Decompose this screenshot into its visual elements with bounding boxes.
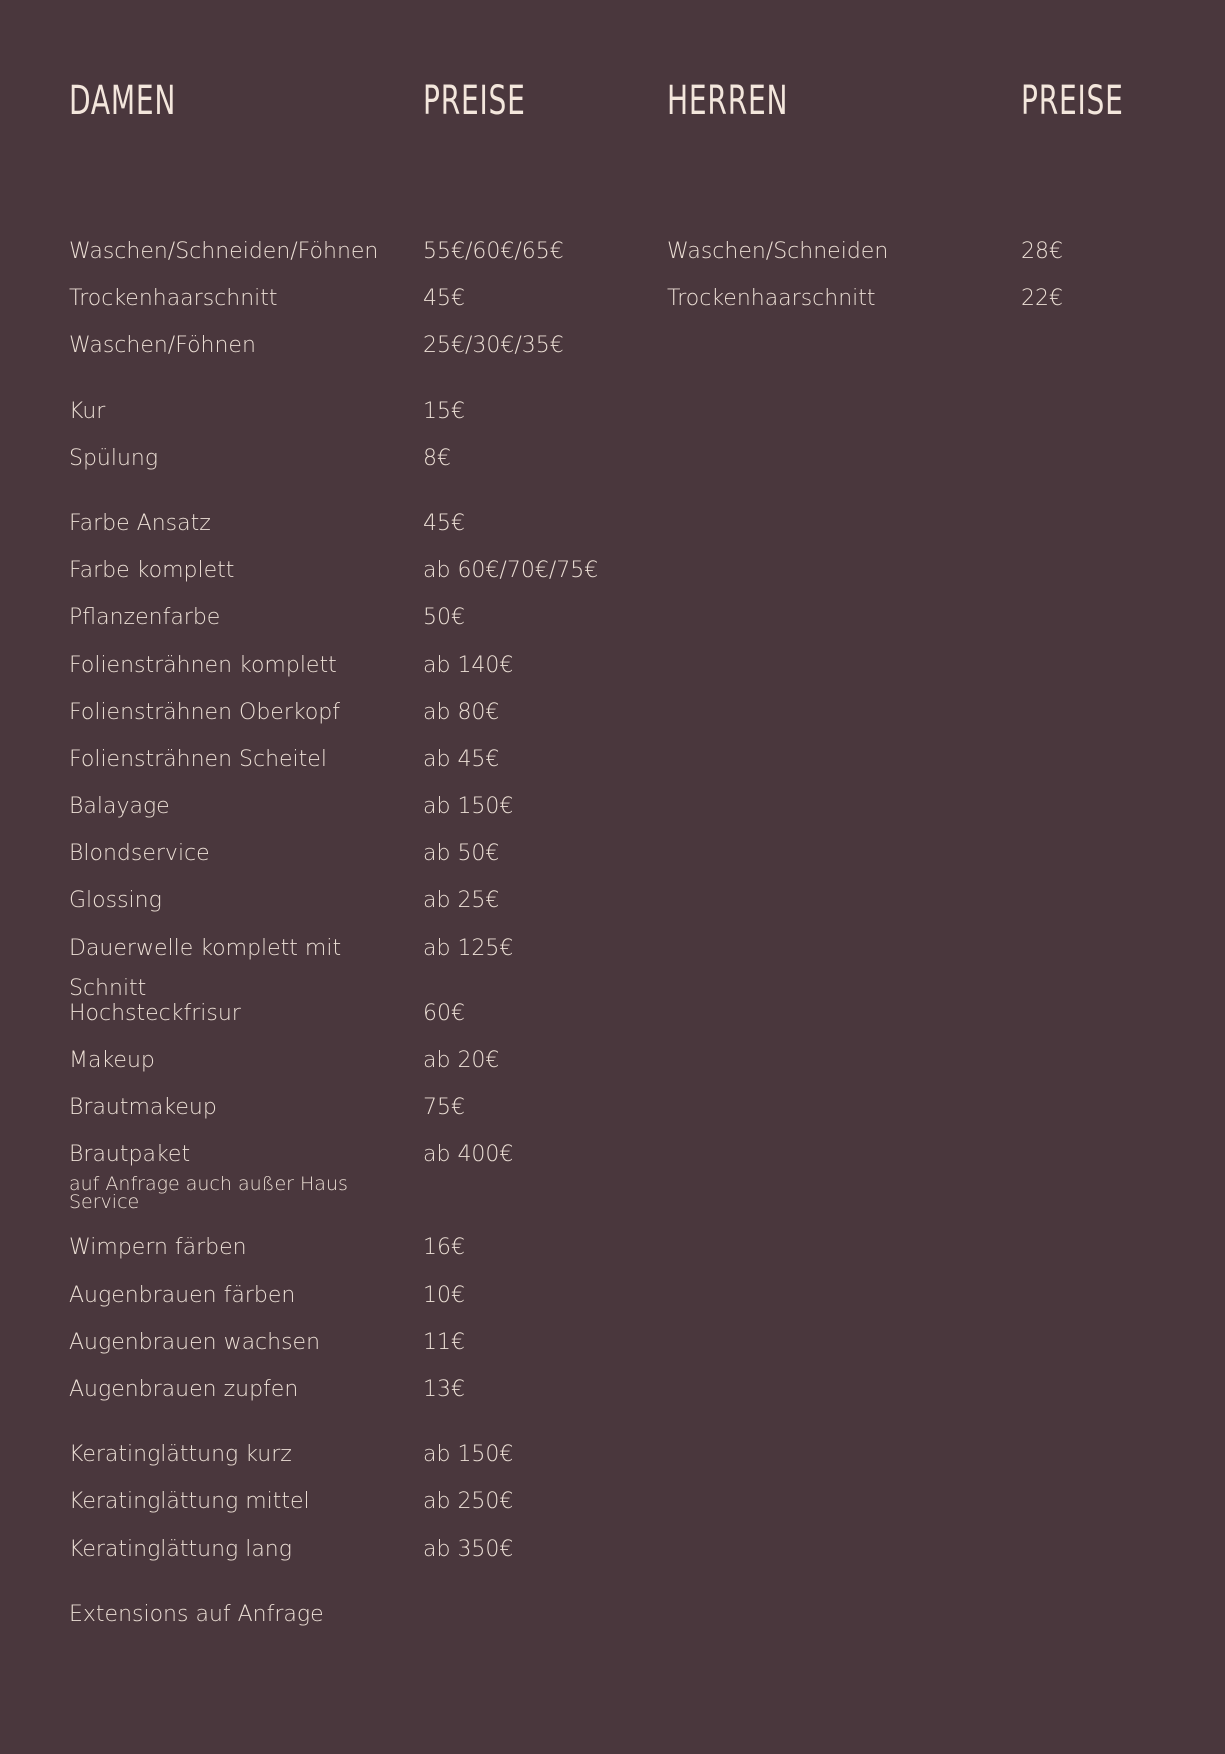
service-label: Keratinglättung mittel [69,1489,310,1515]
service-price: 25€/30€/35€ [423,333,564,359]
price-row [69,929,629,1001]
price-row [69,646,629,693]
service-label: Waschen/Föhnen [69,333,256,359]
service-label: Trockenhaarschnitt [69,286,278,312]
price-row [69,1530,629,1577]
service-label: Wimpern färben [69,1235,247,1261]
service-label: Keratinglättung kurz [69,1442,292,1468]
service-label: Dauerwelle komplett mit Schnitt [69,935,342,1001]
service-label: Keratinglättung lang [69,1536,292,1562]
service-label: Farbe komplett [69,558,235,584]
service-label: Balayage [69,794,170,820]
service-label: Trockenhaarschnitt [667,286,876,312]
price-row [69,326,629,373]
price-row [69,551,629,598]
service-label: Brautmakeup [69,1095,217,1121]
service-label: Glossing [69,888,162,914]
service-price: 60€ [423,1000,465,1026]
damen-heading: DAMEN [69,78,177,124]
service-label: Spülung [69,445,159,471]
service-price: 55€/60€/65€ [423,239,564,264]
price-row [69,1595,629,1642]
herren-price-list [667,232,1167,326]
price-row [69,1135,629,1214]
service-price: 15€ [423,398,465,424]
service-label: Augenbrauen zupfen [69,1376,299,1402]
price-row [69,740,629,787]
price-row [69,1041,629,1088]
service-price: ab 60€/70€/75€ [423,558,599,584]
service-label: Waschen/Schneiden [667,239,889,264]
price-row [69,1276,629,1323]
service-label: Hochsteckfrisur [69,1000,241,1026]
price-row [69,232,629,279]
service-label: Waschen/Schneiden/Föhnen [69,239,379,264]
service-price: ab 150€ [423,794,514,820]
service-label: Farbe Ansatz [69,510,211,536]
service-label: Foliensträhnen Scheitel [69,746,327,772]
service-price: ab 140€ [423,652,514,678]
service-label: Augenbrauen wachsen [69,1329,321,1355]
service-label: Foliensträhnen Oberkopf [69,699,340,725]
price-row [69,693,629,740]
service-label: Makeup [69,1048,155,1073]
service-price: 45€ [423,286,465,312]
service-price: 13€ [423,1376,465,1402]
price-row [69,439,629,486]
service-label: Augenbrauen färben [69,1282,296,1308]
service-label: Brautpaket [69,1142,191,1168]
herren-heading: HERREN [667,78,789,124]
price-row [667,279,1167,326]
service-price: ab 80€ [423,699,500,725]
service-price: ab 25€ [423,888,500,914]
price-row [69,279,629,326]
service-price: ab 250€ [423,1489,514,1515]
price-row [69,787,629,834]
service-note: auf Anfrage auch außer Haus Service [69,1173,348,1214]
service-price: ab 125€ [423,935,514,961]
price-row [69,1370,629,1417]
service-price: 11€ [423,1329,465,1355]
service-label: Kur [69,398,106,424]
service-price: ab 50€ [423,841,500,867]
price-row [667,232,1167,279]
service-label: Foliensträhnen komplett [69,652,337,678]
service-price: ab 150€ [423,1442,514,1468]
service-price: ab 400€ [423,1142,514,1168]
price-row [69,1088,629,1135]
price-row [69,1323,629,1370]
service-price: 50€ [423,605,465,631]
service-price: 10€ [423,1282,465,1308]
price-row [69,1482,629,1529]
price-row [69,392,629,439]
herren-price-heading: PREISE [1021,78,1124,124]
price-row [69,834,629,881]
service-label: Blondservice [69,841,210,867]
service-label: Pflanzenfarbe [69,605,221,631]
service-price: 22€ [1021,286,1063,312]
service-price: 75€ [423,1095,465,1121]
service-price: ab 45€ [423,746,500,772]
service-price: 45€ [423,510,465,536]
damen-price-heading: PREISE [423,78,526,124]
service-price: 28€ [1021,239,1063,264]
price-row [69,598,629,645]
price-row [69,881,629,928]
price-row [69,504,629,551]
price-row [69,1228,629,1275]
service-price: 8€ [423,445,451,471]
price-row [69,1435,629,1482]
service-price: ab 20€ [423,1048,500,1073]
price-row [69,994,629,1041]
service-price: ab 350€ [423,1536,514,1562]
service-price: 16€ [423,1235,465,1261]
service-label: Extensions auf Anfrage [69,1601,324,1627]
service-label-group [69,1135,423,1214]
damen-price-list [69,232,629,1642]
